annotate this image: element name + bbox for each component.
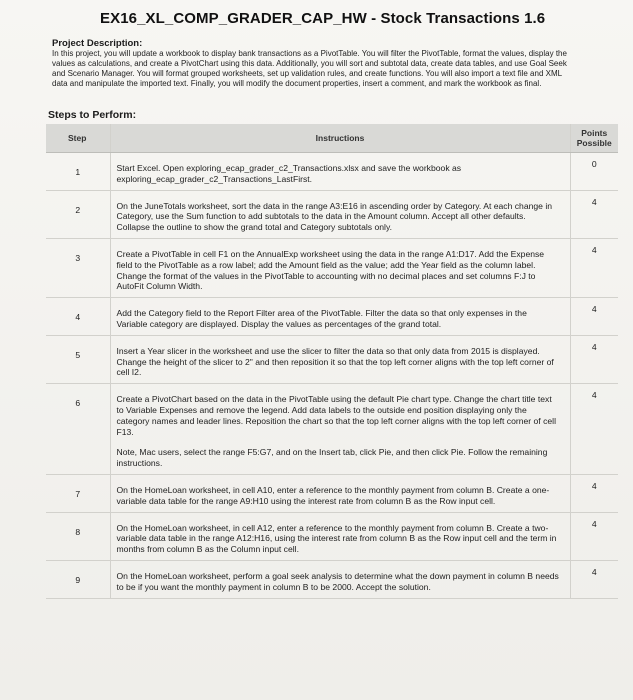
step-number: 4: [46, 298, 110, 336]
step-instructions: [110, 298, 570, 336]
points-possible: 4: [570, 560, 618, 598]
step-instructions: [110, 384, 570, 475]
header-points-possible: Points Possible: [570, 124, 618, 153]
step-instructions: [110, 238, 570, 297]
step-instructions: [110, 153, 570, 191]
points-possible: 4: [570, 384, 618, 475]
steps-heading: Steps to Perform:: [48, 109, 137, 121]
points-possible: 4: [570, 335, 618, 383]
table-row: [46, 153, 618, 191]
step-number: 2: [46, 190, 110, 238]
step-number: 8: [46, 512, 110, 560]
instruction-paragraph: On the HomeLoan worksheet, in cell A12, enter a reference to the monthly payment from column B. Create a two-variable data table in the range A12:H16, using the interest rate from column B as the Row input cell and the term in months from column B as the Column input cell.: [116, 522, 557, 555]
table-row: [46, 238, 618, 297]
points-possible: 4: [570, 512, 618, 560]
points-possible: 4: [570, 474, 618, 512]
points-possible: 0: [570, 153, 618, 191]
step-instructions: [110, 474, 570, 512]
step-instructions: [110, 190, 570, 238]
instruction-paragraph: Create a PivotTable in cell F1 on the AnnualExp worksheet using the data in the range A1:D17. Add the Expense field to the PivotTable as a row label; add the Amount field as the value; add the Year field as the column label. Change the format of the values in the PivotTable to accounting with no decimal places and set columns F:J to AutoFit Column Width.: [116, 248, 545, 292]
steps-table: [46, 124, 618, 599]
step-number: 5: [46, 335, 110, 383]
instruction-paragraph: Start Excel. Open exploring_ecap_grader_c2_Transactions.xlsx and save the workbook as exploring_ecap_grader_c2_Transactions_LastFirst.: [116, 163, 462, 184]
instruction-paragraph: Add the Category field to the Report Filter area of the PivotTable. Filter the data so that only expenses in the Variable category are displayed. Display the values as percentages of the grand total.: [116, 308, 527, 329]
instruction-paragraph: Insert a Year slicer in the worksheet and use the slicer to filter the data so that only data from 2015 is displayed. Change the height of the slicer to 2" and then reposition it so that the top left corner aligns with the top left corner of cell I2.: [116, 345, 554, 378]
instruction-paragraph: Create a PivotChart based on the data in the PivotTable using the default Pie chart type. Change the chart title text to Variable Expenses and remove the legend. Add data labels to the outside end position displaying only the category names and leader lines. Reposition the chart so that the top left corner aligns with the top left corner of cell F13.: [116, 394, 556, 437]
step-instructions: [110, 560, 570, 598]
project-description-heading: Project Description:: [52, 38, 143, 49]
steps-table-body: [46, 153, 618, 599]
project-description-text: In this project, you will update a workbook to display bank transactions as a PivotTable. You will filter the PivotTable, format the values, display the values as calculations, and create a PivotChart using this data. Additionally, you will sort and subtotal data, create data tables, and use Goal Seek and Scenario Manager. You will format grouped worksheets, set up validation rules, and create functions. You will also import a text file and XML data and manipulate the imported text. Finally, you will modify the document properties, insert a comment, and mark the workbook as final.: [52, 49, 567, 88]
instruction-paragraph: Note, Mac users, select the range F5:G7, and on the Insert tab, click Pie, and then click Pie. Follow the remaining instructions.: [116, 447, 548, 469]
step-instructions: [110, 335, 570, 383]
step-number: 1: [46, 153, 110, 191]
step-number: 7: [46, 474, 110, 512]
header-instructions: Instructions: [110, 124, 570, 153]
step-number: 9: [46, 560, 110, 598]
instruction-paragraph: On the HomeLoan worksheet, perform a goal seek analysis to determine what the down payment in column B needs to be if you want the monthly payment in column B to be 2000. Accept the solution.: [116, 570, 559, 592]
steps-table-header: [46, 124, 618, 153]
points-possible: 4: [570, 190, 618, 238]
instruction-paragraph: On the JuneTotals worksheet, sort the data in the range A3:E16 in ascending order by Category. At each change in Category, use the Sum function to add subtotals to the data in the Amount column. Accept all other defaults. Collapse the outline to show the grand total and Category subtotals only.: [116, 200, 553, 233]
table-row: [46, 512, 618, 560]
header-step: Step: [46, 124, 110, 153]
step-number: 3: [46, 238, 110, 297]
table-row: [46, 560, 618, 598]
table-row: [46, 190, 618, 238]
table-row: [46, 298, 618, 336]
table-row: [46, 335, 618, 383]
table-row: [46, 474, 618, 512]
step-instructions: [110, 512, 570, 560]
instruction-paragraph: On the HomeLoan worksheet, in cell A10, enter a reference to the monthly payment from column B. Create a one-variable data table for the range A9:H10 using the interest rate from column B as the Row input cell.: [116, 484, 550, 506]
points-possible: 4: [570, 298, 618, 336]
table-row: [46, 384, 618, 475]
document-title: EX16_XL_COMP_GRADER_CAP_HW - Stock Transactions 1.6: [100, 10, 546, 27]
points-possible: 4: [570, 238, 618, 297]
step-number: 6: [46, 384, 110, 475]
